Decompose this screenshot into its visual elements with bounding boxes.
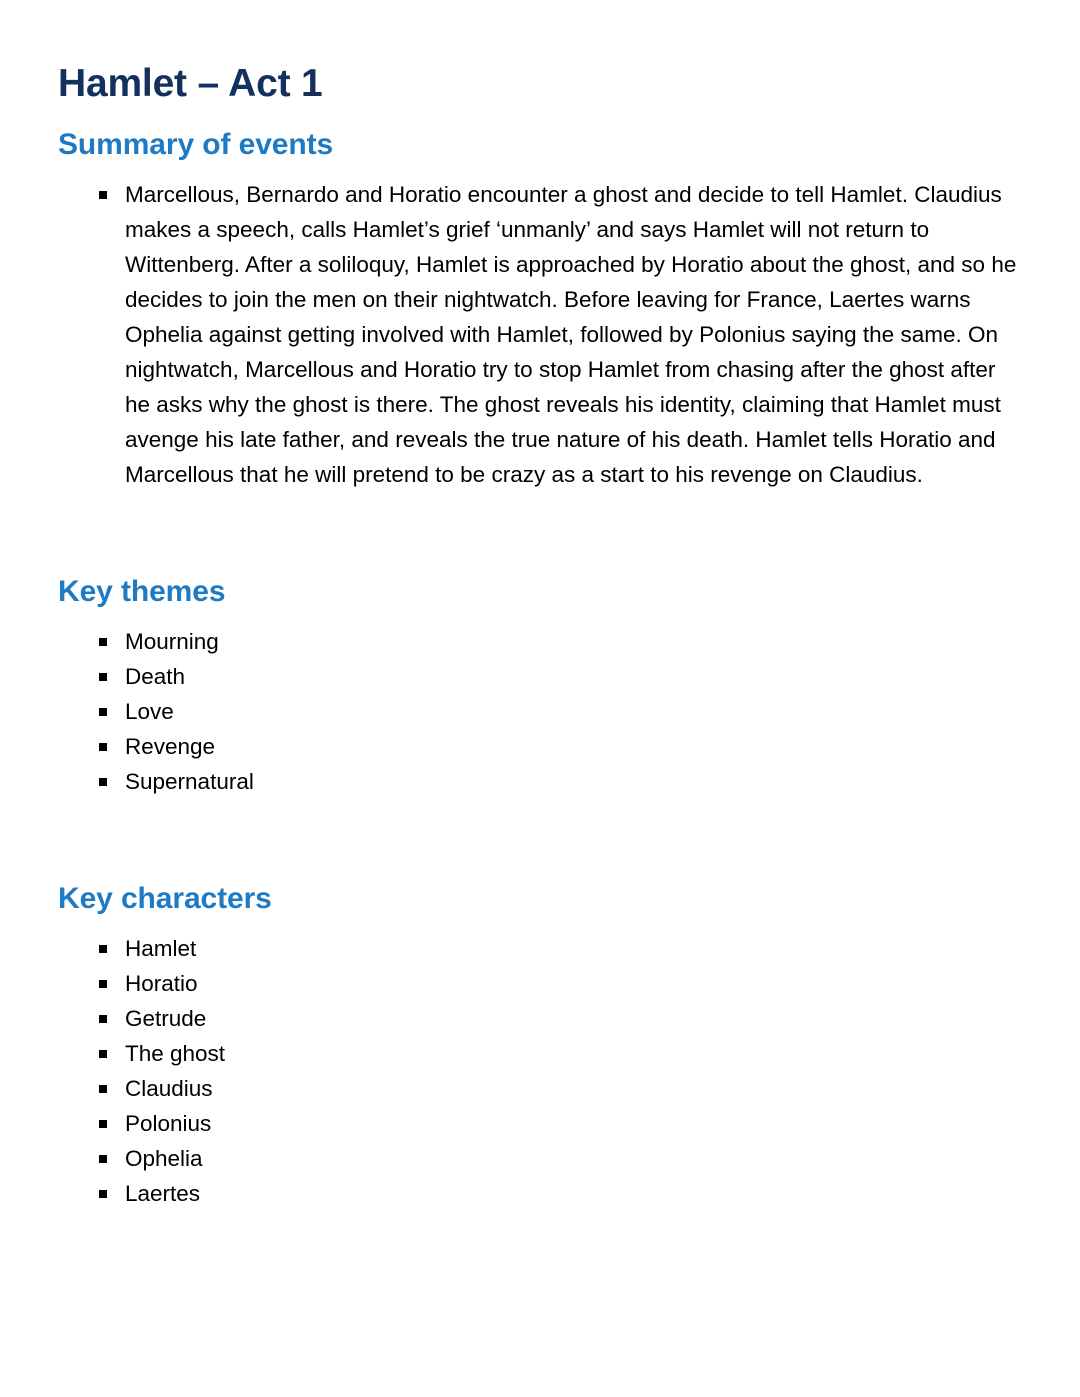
list-item (58, 624, 1028, 659)
character-label: Hamlet (125, 935, 197, 961)
list-item (58, 966, 1028, 1001)
character-label: The ghost (125, 1040, 226, 1066)
square-bullet-icon (99, 673, 107, 681)
summary-of-events-list (58, 177, 1028, 492)
square-bullet-icon (99, 1155, 107, 1163)
list-item (58, 1141, 1028, 1176)
character-label: Claudius (125, 1075, 213, 1101)
list-item (58, 1071, 1028, 1106)
theme-label: Supernatural (125, 768, 254, 794)
section-spacer (58, 492, 1028, 574)
character-label: Laertes (125, 1180, 201, 1206)
square-bullet-icon (99, 1050, 107, 1058)
list-item (58, 177, 1028, 492)
list-item (58, 1036, 1028, 1071)
page-title: Hamlet – Act 1 (58, 62, 323, 105)
section-heading-key-characters: Key characters (58, 881, 272, 915)
key-themes-list (58, 624, 1028, 799)
square-bullet-icon (99, 743, 107, 751)
section-heading-summary-of-events: Summary of events (58, 127, 334, 161)
list-item (58, 1001, 1028, 1036)
square-bullet-icon (99, 1190, 107, 1198)
section-spacer (58, 799, 1028, 881)
square-bullet-icon (99, 191, 107, 199)
list-item (58, 694, 1028, 729)
list-item (58, 764, 1028, 799)
theme-label: Love (125, 698, 174, 724)
square-bullet-icon (99, 778, 107, 786)
theme-label: Death (125, 663, 186, 689)
list-item (58, 1106, 1028, 1141)
document-content (58, 62, 1028, 1211)
character-label: Ophelia (125, 1145, 203, 1171)
list-item (58, 729, 1028, 764)
key-characters-list (58, 931, 1028, 1211)
character-label: Getrude (125, 1005, 207, 1031)
character-label: Polonius (125, 1110, 212, 1136)
square-bullet-icon (99, 980, 107, 988)
list-item (58, 931, 1028, 966)
square-bullet-icon (99, 708, 107, 716)
list-item (58, 659, 1028, 694)
theme-label: Mourning (125, 628, 219, 654)
square-bullet-icon (99, 638, 107, 646)
list-item (58, 1176, 1028, 1211)
square-bullet-icon (99, 945, 107, 953)
section-heading-key-themes: Key themes (58, 574, 226, 608)
character-label: Horatio (125, 970, 198, 996)
summary-paragraph-text: Marcellous, Bernardo and Horatio encounter a ghost and decide to tell Hamlet. Claudius makes a speech, calls Hamlet’s grief ‘unmanly’ and says Hamlet will not return to Wittenberg. After a soliloquy, Hamlet is approached by Horatio about the ghost, and so he decides to join the men on their nightwatch. Before leaving for France, Laertes warns Ophelia against getting involved with Hamlet, followed by Polonius saying the same. On nightwatch, Marcellous and Horatio try to stop Hamlet from chasing after the ghost after he asks why the ghost is there. The ghost reveals his identity, claiming that Hamlet must avenge his late father, and reveals the true nature of his death. Hamlet tells Horatio and Marcellous that he will pretend to be crazy as a start to his revenge on Claudius. (125, 181, 1017, 487)
theme-label: Revenge (125, 733, 216, 759)
square-bullet-icon (99, 1120, 107, 1128)
square-bullet-icon (99, 1015, 107, 1023)
square-bullet-icon (99, 1085, 107, 1093)
